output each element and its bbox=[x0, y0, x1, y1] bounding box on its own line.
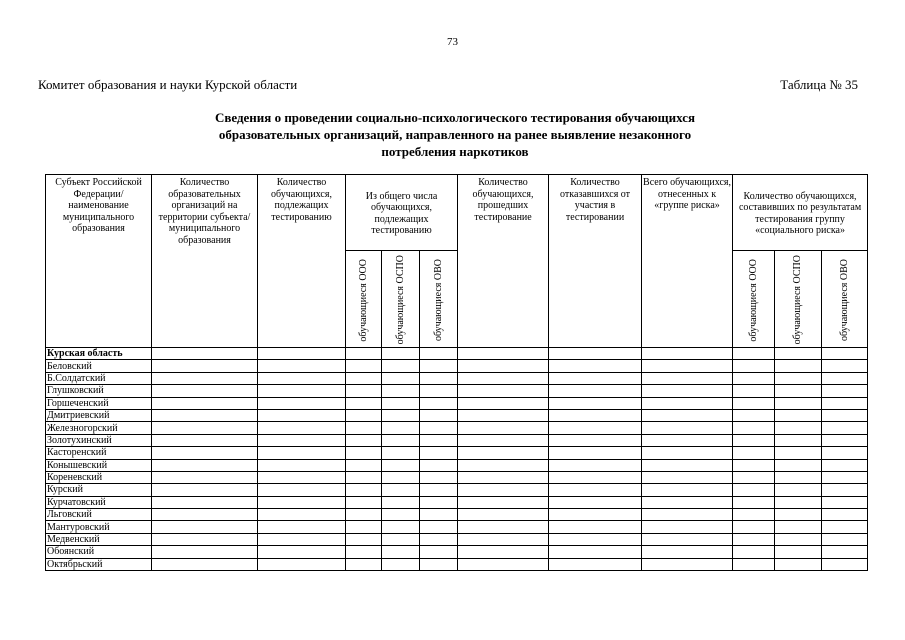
table-cell bbox=[458, 385, 549, 397]
table-cell bbox=[258, 409, 346, 421]
table-cell bbox=[152, 546, 258, 558]
table-cell bbox=[642, 447, 733, 459]
title-line-2: образовательных организаций, направленного на ранее выявление незаконного bbox=[218, 127, 692, 142]
row-name: Касторенский bbox=[46, 447, 152, 459]
table-cell bbox=[775, 533, 822, 545]
table-cell bbox=[775, 496, 822, 508]
table-cell bbox=[346, 397, 382, 409]
row-name: Курчатовский bbox=[46, 496, 152, 508]
page-number: 73 bbox=[447, 36, 458, 48]
table-cell bbox=[549, 533, 642, 545]
table-cell bbox=[549, 348, 642, 360]
table-cell bbox=[152, 434, 258, 446]
table-cell bbox=[258, 422, 346, 434]
table-cell bbox=[420, 471, 458, 483]
table-cell bbox=[346, 533, 382, 545]
table-cell bbox=[152, 521, 258, 533]
table-cell bbox=[152, 484, 258, 496]
table-cell bbox=[258, 459, 346, 471]
table-cell bbox=[458, 447, 549, 459]
table-row bbox=[46, 409, 868, 421]
row-name: Горшеченский bbox=[46, 397, 152, 409]
table-cell bbox=[258, 484, 346, 496]
table-cell bbox=[822, 546, 868, 558]
header-subject: Субъект Российской Федерации/ наименование муниципального образования bbox=[46, 175, 152, 348]
table-cell bbox=[822, 459, 868, 471]
table-cell bbox=[733, 558, 775, 570]
table-cell bbox=[549, 397, 642, 409]
table-cell bbox=[152, 447, 258, 459]
table-cell bbox=[458, 434, 549, 446]
table-cell bbox=[775, 397, 822, 409]
table-cell bbox=[382, 372, 420, 384]
subheader-ooo-label: обучающиеся ООО bbox=[357, 258, 369, 342]
table-row bbox=[46, 509, 868, 521]
table-cell bbox=[152, 558, 258, 570]
table-row bbox=[46, 459, 868, 471]
table-cell bbox=[642, 509, 733, 521]
table-cell bbox=[822, 422, 868, 434]
table-row bbox=[46, 434, 868, 446]
table-cell bbox=[733, 409, 775, 421]
table-cell bbox=[733, 385, 775, 397]
table-cell bbox=[733, 397, 775, 409]
table-cell bbox=[420, 409, 458, 421]
subheader-risk-ooo bbox=[733, 251, 775, 348]
table-cell bbox=[549, 422, 642, 434]
table-cell bbox=[733, 521, 775, 533]
table-cell bbox=[458, 496, 549, 508]
header-risk-group: Всего обучающихся, отнесенных к «группе риска» bbox=[642, 175, 733, 348]
table-cell bbox=[382, 459, 420, 471]
table-cell bbox=[549, 372, 642, 384]
table-cell bbox=[733, 533, 775, 545]
row-name: Октябрьский bbox=[46, 558, 152, 570]
row-name: Курская область bbox=[46, 348, 152, 360]
table-cell bbox=[733, 496, 775, 508]
table-cell bbox=[642, 397, 733, 409]
title-line-3: потребления наркотиков bbox=[381, 144, 529, 159]
table-cell bbox=[822, 509, 868, 521]
subheader-risk-ospo-label: обучающиеся ОСПО bbox=[792, 255, 804, 345]
row-name: Обоянский bbox=[46, 546, 152, 558]
table-cell bbox=[458, 348, 549, 360]
table-row bbox=[46, 521, 868, 533]
subheader-risk-ooo-label: обучающиеся ООО bbox=[747, 258, 759, 342]
table-cell bbox=[346, 422, 382, 434]
table-cell bbox=[152, 348, 258, 360]
table-cell bbox=[152, 372, 258, 384]
table-cell bbox=[420, 496, 458, 508]
header-of-total: Из общего числа обучающихся, подлежащих тестированию bbox=[346, 175, 458, 251]
table-cell bbox=[775, 422, 822, 434]
table-cell bbox=[346, 546, 382, 558]
table-cell bbox=[420, 385, 458, 397]
table-cell bbox=[258, 348, 346, 360]
table-cell bbox=[822, 484, 868, 496]
table-cell bbox=[733, 422, 775, 434]
row-name: Глушковский bbox=[46, 385, 152, 397]
table-cell bbox=[733, 484, 775, 496]
testing-data-table bbox=[45, 174, 868, 571]
table-cell bbox=[420, 434, 458, 446]
table-cell bbox=[382, 484, 420, 496]
table-cell bbox=[733, 372, 775, 384]
table-cell bbox=[733, 434, 775, 446]
table-cell bbox=[420, 372, 458, 384]
table-cell bbox=[382, 521, 420, 533]
table-cell bbox=[152, 509, 258, 521]
table-cell bbox=[420, 558, 458, 570]
table-cell bbox=[642, 558, 733, 570]
table-cell bbox=[346, 558, 382, 570]
document-title bbox=[150, 109, 760, 160]
table-cell bbox=[458, 397, 549, 409]
table-cell bbox=[822, 385, 868, 397]
table-cell bbox=[458, 409, 549, 421]
table-row bbox=[46, 447, 868, 459]
table-cell bbox=[733, 459, 775, 471]
table-row bbox=[46, 422, 868, 434]
row-name: Дмитриевский bbox=[46, 409, 152, 421]
table-cell bbox=[382, 434, 420, 446]
table-cell bbox=[152, 397, 258, 409]
table-cell bbox=[382, 409, 420, 421]
table-cell bbox=[822, 360, 868, 372]
table-row bbox=[46, 360, 868, 372]
table-cell bbox=[420, 397, 458, 409]
table-cell bbox=[346, 360, 382, 372]
table-cell bbox=[420, 348, 458, 360]
table-cell bbox=[822, 348, 868, 360]
table-body bbox=[46, 348, 868, 571]
table-cell bbox=[642, 372, 733, 384]
table-cell bbox=[733, 471, 775, 483]
table-cell bbox=[642, 496, 733, 508]
table-cell bbox=[420, 484, 458, 496]
table-cell bbox=[382, 447, 420, 459]
table-cell bbox=[258, 434, 346, 446]
subheader-ovo-label: обучающиеся ОВО bbox=[432, 258, 444, 342]
table-cell bbox=[420, 360, 458, 372]
header-social-risk: Количество обучающихся, составивших по результатам тестирования группу «социального риска» bbox=[733, 175, 868, 251]
row-name: Медвенский bbox=[46, 533, 152, 545]
table-cell bbox=[258, 558, 346, 570]
table-row bbox=[46, 558, 868, 570]
header-subject-to-test: Количество обучающихся, подлежащих тестированию bbox=[258, 175, 346, 348]
table-cell bbox=[420, 546, 458, 558]
table-cell bbox=[775, 385, 822, 397]
header-orgs-count: Количество образовательных организаций на территории субъекта/ муниципального образования bbox=[152, 175, 258, 348]
table-row bbox=[46, 484, 868, 496]
table-row bbox=[46, 397, 868, 409]
table-cell bbox=[733, 348, 775, 360]
table-cell bbox=[549, 409, 642, 421]
table-row bbox=[46, 496, 868, 508]
table-cell bbox=[733, 447, 775, 459]
title-line-1: Сведения о проведении социально-психологического тестирования обучающихся bbox=[214, 110, 696, 125]
header-refused: Количество отказавшихся от участия в тестировании bbox=[549, 175, 642, 348]
table-cell bbox=[775, 459, 822, 471]
table-cell bbox=[420, 422, 458, 434]
row-name: Беловский bbox=[46, 360, 152, 372]
table-cell bbox=[458, 484, 549, 496]
table-cell bbox=[382, 533, 420, 545]
table-cell bbox=[549, 484, 642, 496]
table-cell bbox=[382, 397, 420, 409]
table-cell bbox=[382, 422, 420, 434]
table-cell bbox=[458, 521, 549, 533]
table-cell bbox=[775, 434, 822, 446]
table-cell bbox=[775, 509, 822, 521]
table-row bbox=[46, 546, 868, 558]
table-cell bbox=[775, 521, 822, 533]
table-cell bbox=[258, 372, 346, 384]
table-cell bbox=[642, 348, 733, 360]
table-cell bbox=[822, 496, 868, 508]
table-cell bbox=[822, 434, 868, 446]
table-cell bbox=[458, 459, 549, 471]
table-cell bbox=[152, 385, 258, 397]
table-cell bbox=[382, 509, 420, 521]
table-cell bbox=[642, 546, 733, 558]
table-cell bbox=[458, 422, 549, 434]
row-name: Конышевский bbox=[46, 459, 152, 471]
table-cell bbox=[775, 409, 822, 421]
table-cell bbox=[382, 471, 420, 483]
table-cell bbox=[346, 496, 382, 508]
table-cell bbox=[549, 447, 642, 459]
table-cell bbox=[775, 558, 822, 570]
table-cell bbox=[152, 471, 258, 483]
table-cell bbox=[382, 546, 420, 558]
table-cell bbox=[775, 447, 822, 459]
table-cell bbox=[642, 360, 733, 372]
table-cell bbox=[642, 434, 733, 446]
table-cell bbox=[642, 521, 733, 533]
table-row bbox=[46, 533, 868, 545]
table-row bbox=[46, 385, 868, 397]
table-cell bbox=[382, 385, 420, 397]
table-cell bbox=[346, 409, 382, 421]
table-cell bbox=[258, 385, 346, 397]
table-cell bbox=[152, 360, 258, 372]
table-cell bbox=[258, 521, 346, 533]
table-cell bbox=[822, 397, 868, 409]
table-cell bbox=[642, 533, 733, 545]
subheader-ooo bbox=[346, 251, 382, 348]
table-cell bbox=[549, 521, 642, 533]
table-cell bbox=[549, 558, 642, 570]
table-cell bbox=[549, 546, 642, 558]
table-cell bbox=[822, 409, 868, 421]
table-cell bbox=[775, 348, 822, 360]
table-cell bbox=[346, 434, 382, 446]
table-cell bbox=[549, 434, 642, 446]
table-cell bbox=[642, 484, 733, 496]
table-cell bbox=[775, 471, 822, 483]
table-cell bbox=[458, 546, 549, 558]
table-cell bbox=[346, 459, 382, 471]
table-cell bbox=[258, 509, 346, 521]
table-row bbox=[46, 348, 868, 360]
table-cell bbox=[420, 533, 458, 545]
table-cell bbox=[420, 459, 458, 471]
table-cell bbox=[382, 496, 420, 508]
table-cell bbox=[549, 385, 642, 397]
table-cell bbox=[458, 533, 549, 545]
table-cell bbox=[152, 422, 258, 434]
table-cell bbox=[420, 509, 458, 521]
table-cell bbox=[822, 521, 868, 533]
table-cell bbox=[775, 360, 822, 372]
table-cell bbox=[382, 558, 420, 570]
header-passed: Количество обучающихся, прошедших тестирование bbox=[458, 175, 549, 348]
subheader-ovo bbox=[420, 251, 458, 348]
table-row bbox=[46, 471, 868, 483]
subheader-ospo-label: обучающиеся ОСПО bbox=[394, 255, 406, 345]
row-name: Кореневский bbox=[46, 471, 152, 483]
table-cell bbox=[346, 372, 382, 384]
row-name: Мантуровский bbox=[46, 521, 152, 533]
table-cell bbox=[258, 533, 346, 545]
table-cell bbox=[822, 471, 868, 483]
subheader-risk-ovo bbox=[822, 251, 868, 348]
table-cell bbox=[458, 372, 549, 384]
table-cell bbox=[258, 496, 346, 508]
table-row bbox=[46, 372, 868, 384]
table-cell bbox=[549, 360, 642, 372]
table-cell bbox=[642, 409, 733, 421]
row-name: Курский bbox=[46, 484, 152, 496]
table-cell bbox=[733, 546, 775, 558]
table-cell bbox=[775, 484, 822, 496]
subheader-risk-ospo bbox=[775, 251, 822, 348]
table-cell bbox=[822, 558, 868, 570]
subheader-risk-ovo-label: обучающиеся ОВО bbox=[838, 258, 850, 342]
table-cell bbox=[152, 496, 258, 508]
table-cell bbox=[642, 422, 733, 434]
table-cell bbox=[346, 509, 382, 521]
table-cell bbox=[549, 509, 642, 521]
table-cell bbox=[458, 360, 549, 372]
table-cell bbox=[642, 385, 733, 397]
table-cell bbox=[549, 496, 642, 508]
table-cell bbox=[549, 471, 642, 483]
table-cell bbox=[346, 348, 382, 360]
table-cell bbox=[642, 471, 733, 483]
table-cell bbox=[549, 459, 642, 471]
row-name: Железногорский bbox=[46, 422, 152, 434]
table-cell bbox=[258, 360, 346, 372]
table-cell bbox=[420, 521, 458, 533]
table-cell bbox=[420, 447, 458, 459]
table-cell bbox=[152, 533, 258, 545]
table-cell bbox=[258, 546, 346, 558]
table-cell bbox=[346, 521, 382, 533]
row-name: Золотухинский bbox=[46, 434, 152, 446]
table-cell bbox=[775, 546, 822, 558]
row-name: Льговский bbox=[46, 509, 152, 521]
table-cell bbox=[458, 471, 549, 483]
table-cell bbox=[346, 471, 382, 483]
table-cell bbox=[822, 533, 868, 545]
table-cell bbox=[733, 509, 775, 521]
table-number: Таблица № 35 bbox=[780, 77, 858, 92]
table-cell bbox=[346, 484, 382, 496]
table-cell bbox=[642, 459, 733, 471]
subheader-ospo bbox=[382, 251, 420, 348]
row-name: Б.Солдатский bbox=[46, 372, 152, 384]
table-cell bbox=[822, 447, 868, 459]
table-cell bbox=[258, 397, 346, 409]
table-cell bbox=[458, 509, 549, 521]
table-cell bbox=[152, 459, 258, 471]
table-cell bbox=[382, 360, 420, 372]
table-cell bbox=[258, 471, 346, 483]
table-cell bbox=[258, 447, 346, 459]
table-cell bbox=[775, 372, 822, 384]
table-cell bbox=[346, 385, 382, 397]
table-cell bbox=[382, 348, 420, 360]
table-cell bbox=[458, 558, 549, 570]
table-cell bbox=[346, 447, 382, 459]
organization-name: Комитет образования и науки Курской области bbox=[38, 77, 298, 92]
table-cell bbox=[152, 409, 258, 421]
table-cell bbox=[733, 360, 775, 372]
table-cell bbox=[822, 372, 868, 384]
